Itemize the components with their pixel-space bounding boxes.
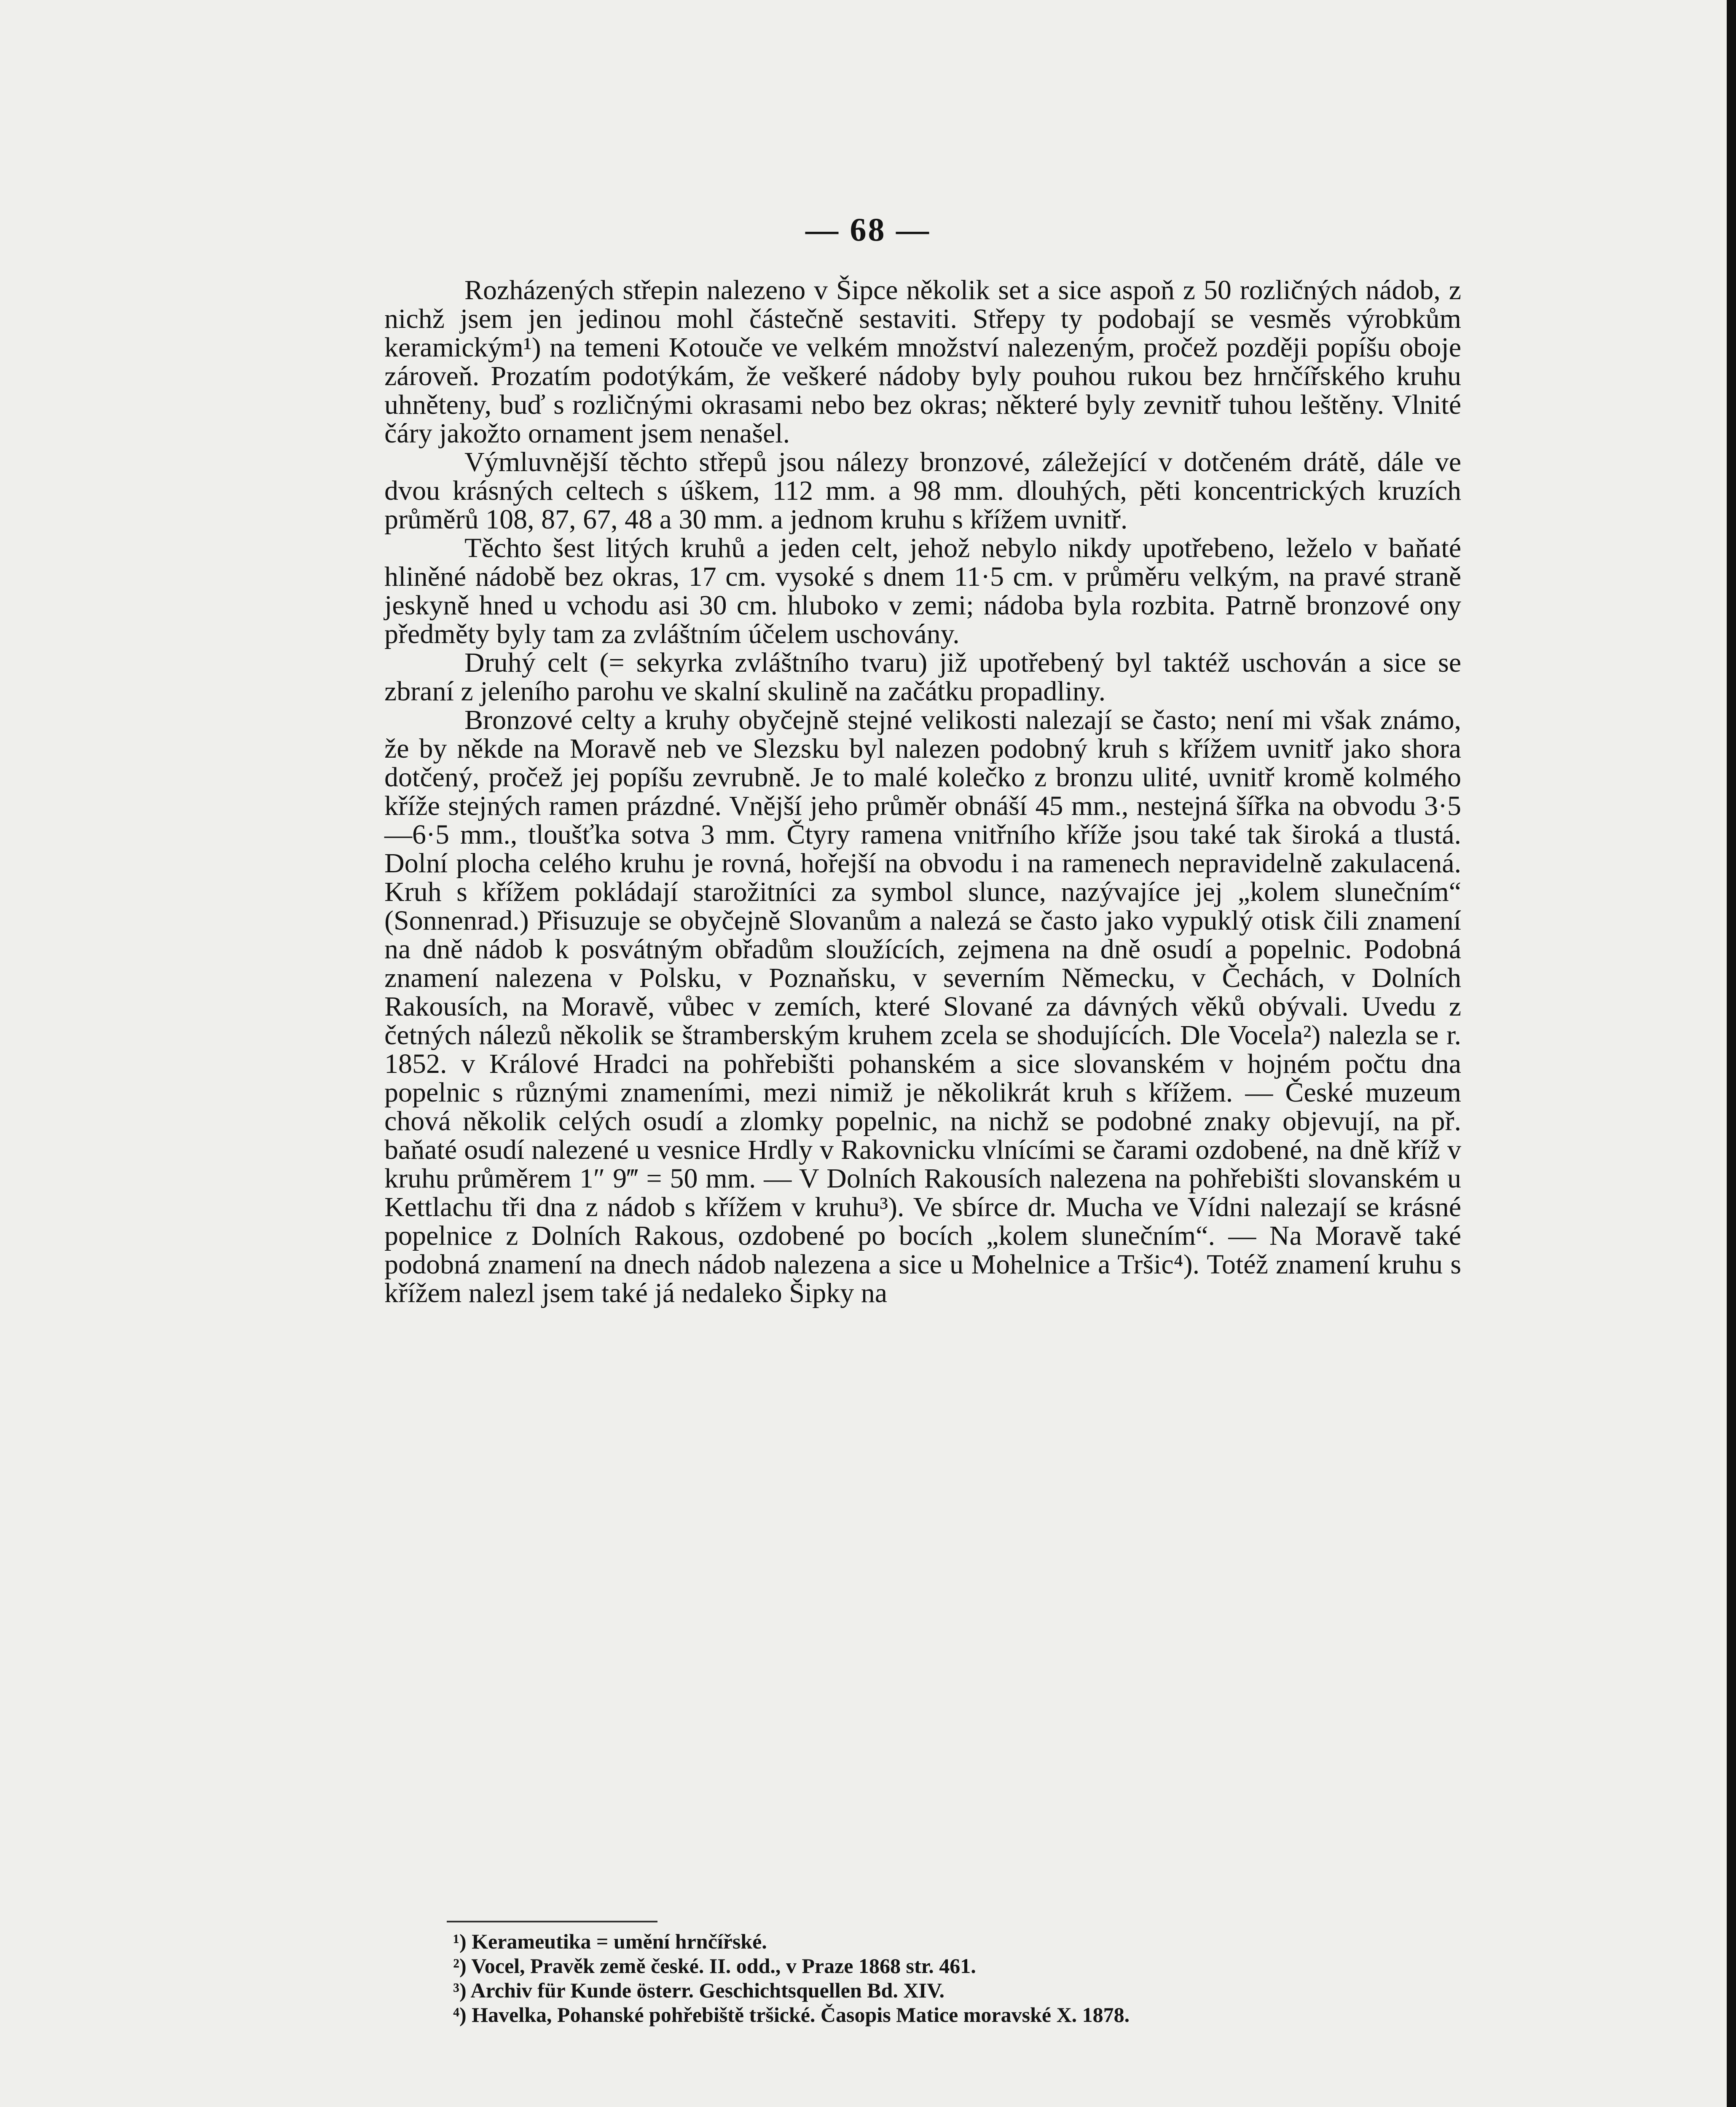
paragraph-4: Druhý celt (= sekyrka zvláštního tvaru) již upotřebený byl taktéž uschován a sice se zbraní z jeleního parohu ve skalní skulině na začátku propadliny. — [384, 647, 1461, 707]
paragraph-1: Rozházených střepin nalezeno v Šipce několik set a sice aspoň z 50 rozličných nádob, z nichž jsem jen jedinou mohl částečně sestaviti. Střepy ty podobají se vesměs výrobkům keramickým¹) na temeni Kotouče ve velkém množství nalezeným, pročež později popíšu oboje zároveň. Prozatím podotýkám, že veškeré nádoby byly pouhou rukou bez hrnčířského kruhu uhněteny, buď s rozličnými okrasami nebo bez okras; některé byly zevnitř tuhou leštěny. Vlnité čáry jakožto ornament jsem nenašel. — [384, 275, 1461, 449]
footnote-2 — [453, 1954, 1473, 1978]
footnote-text: Vocel, Pravěk země české. II. odd., v Praze 1868 str. 461. — [471, 1954, 976, 1978]
footnote-text: Kerameutika = umění hrnčířské. — [472, 1930, 767, 1953]
footnote-text: Archiv für Kunde österr. Geschichtsquellen Bd. XIV. — [470, 1978, 945, 2002]
footnote-1 — [453, 1929, 1473, 1954]
footnote-mark: ²) — [453, 1954, 467, 1978]
footnote-4 — [453, 2002, 1473, 2027]
footnote-divider — [447, 1921, 657, 1922]
scan-edge-border — [1727, 0, 1736, 2107]
body-text — [384, 276, 1461, 1308]
paragraph-5: Bronzové celty a kruhy obyčejně stejné velikosti nalezají se často; není mi však známo, že by někde na Moravě neb ve Slezsku byl nalezen podobný kruh s křížem uvnitř jako shora dotčený, pročež jej popíšu zevrubně. Je to malé kolečko z bronzu ulité, uvnitř kromě kolmého kříže stejných ramen prázdné. Vnější jeho průměr obnáší 45 mm., nestejná šířka na obvodu 3·5—6·5 mm., tloušťka sotva 3 mm. Čtyry ramena vnitřního kříže jsou také tak široká a tlustá. Dolní plocha celého kruhu je rovná, hořejší na obvodu i na ramenech nepravidelně zakulacená. Kruh s křížem pokládají starožitníci za symbol slunce, nazývajíce jej „kolem slunečním“ (Sonnenrad.) Přisuzuje se obyčejně Slovanům a nalezá se často jako vypuklý otisk čili znamení na dně nádob k posvátným obřadům sloužících, zejmena na dně osudí a popelnic. Podobná znamení nalezena v Polsku, v Poznaňsku, v severním Německu, v Čechách, v Dolních Rakousích, na Moravě, vůbec v zemích, které Slované za dávných věků obývali. Uvedu z četných nálezů několik se štramberským kruhem zcela se shodujících. Dle Vocela²) nalezla se r. 1852. v Králové Hradci na pohřebišti pohanském a sice slovanském v hojném počtu dna popelnic s různými znameními, mezi nimiž je několikrát kruh s křížem. — České muzeum chová několik celých osudí a zlomky popelnic, na nichž se podobné znaky objevují, na př. baňaté osudí nalezené u vesnice Hrdly v Rakovnicku vlnícími se čarami ozdobené, na dně kříž v kruhu průměrem 1″ 9‴ = 50 mm. — V Dolních Rakousích nalezena na pohřebišti slovanském u Kettlachu tři dna z nádob s křížem v kruhu³). Ve sbírce dr. Mucha ve Vídni nalezají se krásné popelnice z Dolních Rakous, ozdobené po bocích „kolem slunečním“. — Na Moravě také podobná znamení na dnech nádob nalezena a sice u Mohelnice a Tršic⁴). Totéž znamení kruhu s křížem nalezl jsem také já nedaleko Šipky na — [384, 705, 1461, 1308]
page-number: — 68 — — [805, 211, 931, 248]
footnotes — [453, 1929, 1473, 2027]
footnote-3 — [453, 1978, 1473, 2002]
paragraph-2: Výmluvnější těchto střepů jsou nálezy bronzové, záležející v dotčeném drátě, dále ve dvou krásných celtech s úškem, 112 mm. a 98 mm. dlouhých, pěti koncentrických kruzích průměrů 108, 87, 67, 48 a 30 mm. a jednom kruhu s křížem uvnitř. — [384, 447, 1461, 535]
footnote-mark: ³) — [453, 1978, 467, 2002]
footnote-mark: ¹) — [453, 1930, 467, 1953]
footnote-mark: ⁴) — [453, 2003, 467, 2027]
paragraph-3: Těchto šest litých kruhů a jeden celt, jehož nebylo nikdy upotřebeno, leželo v baňaté hliněné nádobě bez okras, 17 cm. vysoké s dnem 11·5 cm. v průměru velkým, na pravé straně jeskyně hned u vchodu asi 30 cm. hluboko v zemi; nádoba byla rozbita. Patrně bronzové ony předměty byly tam za zvláštním účelem uschovány. — [384, 533, 1461, 649]
footnote-text: Havelka, Pohanské pohřebiště tršické. Časopis Matice moravské X. 1878. — [472, 2003, 1130, 2027]
